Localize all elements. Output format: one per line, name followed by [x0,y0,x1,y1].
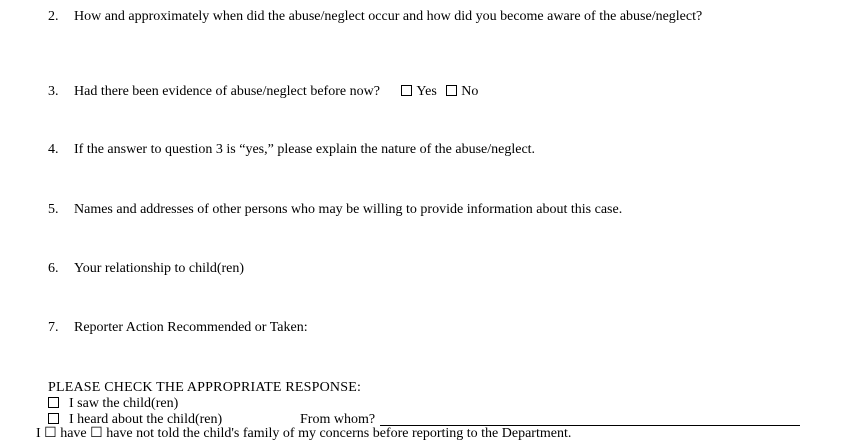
heard-label: I heard about the child(ren) [69,412,223,427]
question-number: 4. [48,142,59,157]
question-text: Reporter Action Recommended or Taken: [74,320,308,335]
yes-label: Yes [416,84,437,99]
question-7 [48,320,308,336]
question-4 [48,142,535,158]
question-text: Your relationship to child(ren) [74,261,245,276]
question-text: Names and addresses of other persons who may be willing to provide information about this case. [74,202,623,217]
question-number: 7. [48,320,59,335]
question-number: 2. [48,9,59,24]
question-text: If the answer to question 3 is “yes,” please explain the nature of the abuse/neglect. [74,142,536,157]
saw-label: I saw the child(ren) [69,396,179,411]
question-number: 6. [48,261,59,276]
told-family-line: I ☐ have ☐ have not told the child's family of my concerns before reporting to the Department. [36,426,572,441]
yes-checkbox[interactable] [401,85,412,96]
response-heading: PLEASE CHECK THE APPROPRIATE RESPONSE: [48,380,362,395]
no-checkbox[interactable] [446,85,457,96]
question-3 [48,84,478,100]
no-label: No [461,84,479,99]
heard-checkbox[interactable] [48,413,59,424]
question-number: 5. [48,202,59,217]
question-text: Had there been evidence of abuse/neglect before now? [74,84,380,99]
response-option-saw[interactable] [48,396,178,412]
from-whom-label: From whom? [300,412,376,427]
question-number: 3. [48,84,59,99]
no-option[interactable] [446,84,478,99]
saw-checkbox[interactable] [48,397,59,408]
question-2 [48,9,702,25]
question-6 [48,261,244,277]
question-5 [48,202,622,218]
question-text: How and approximately when did the abuse/neglect occur and how did you become aware of the abuse/neglect? [74,9,703,24]
yes-option[interactable] [401,84,436,99]
